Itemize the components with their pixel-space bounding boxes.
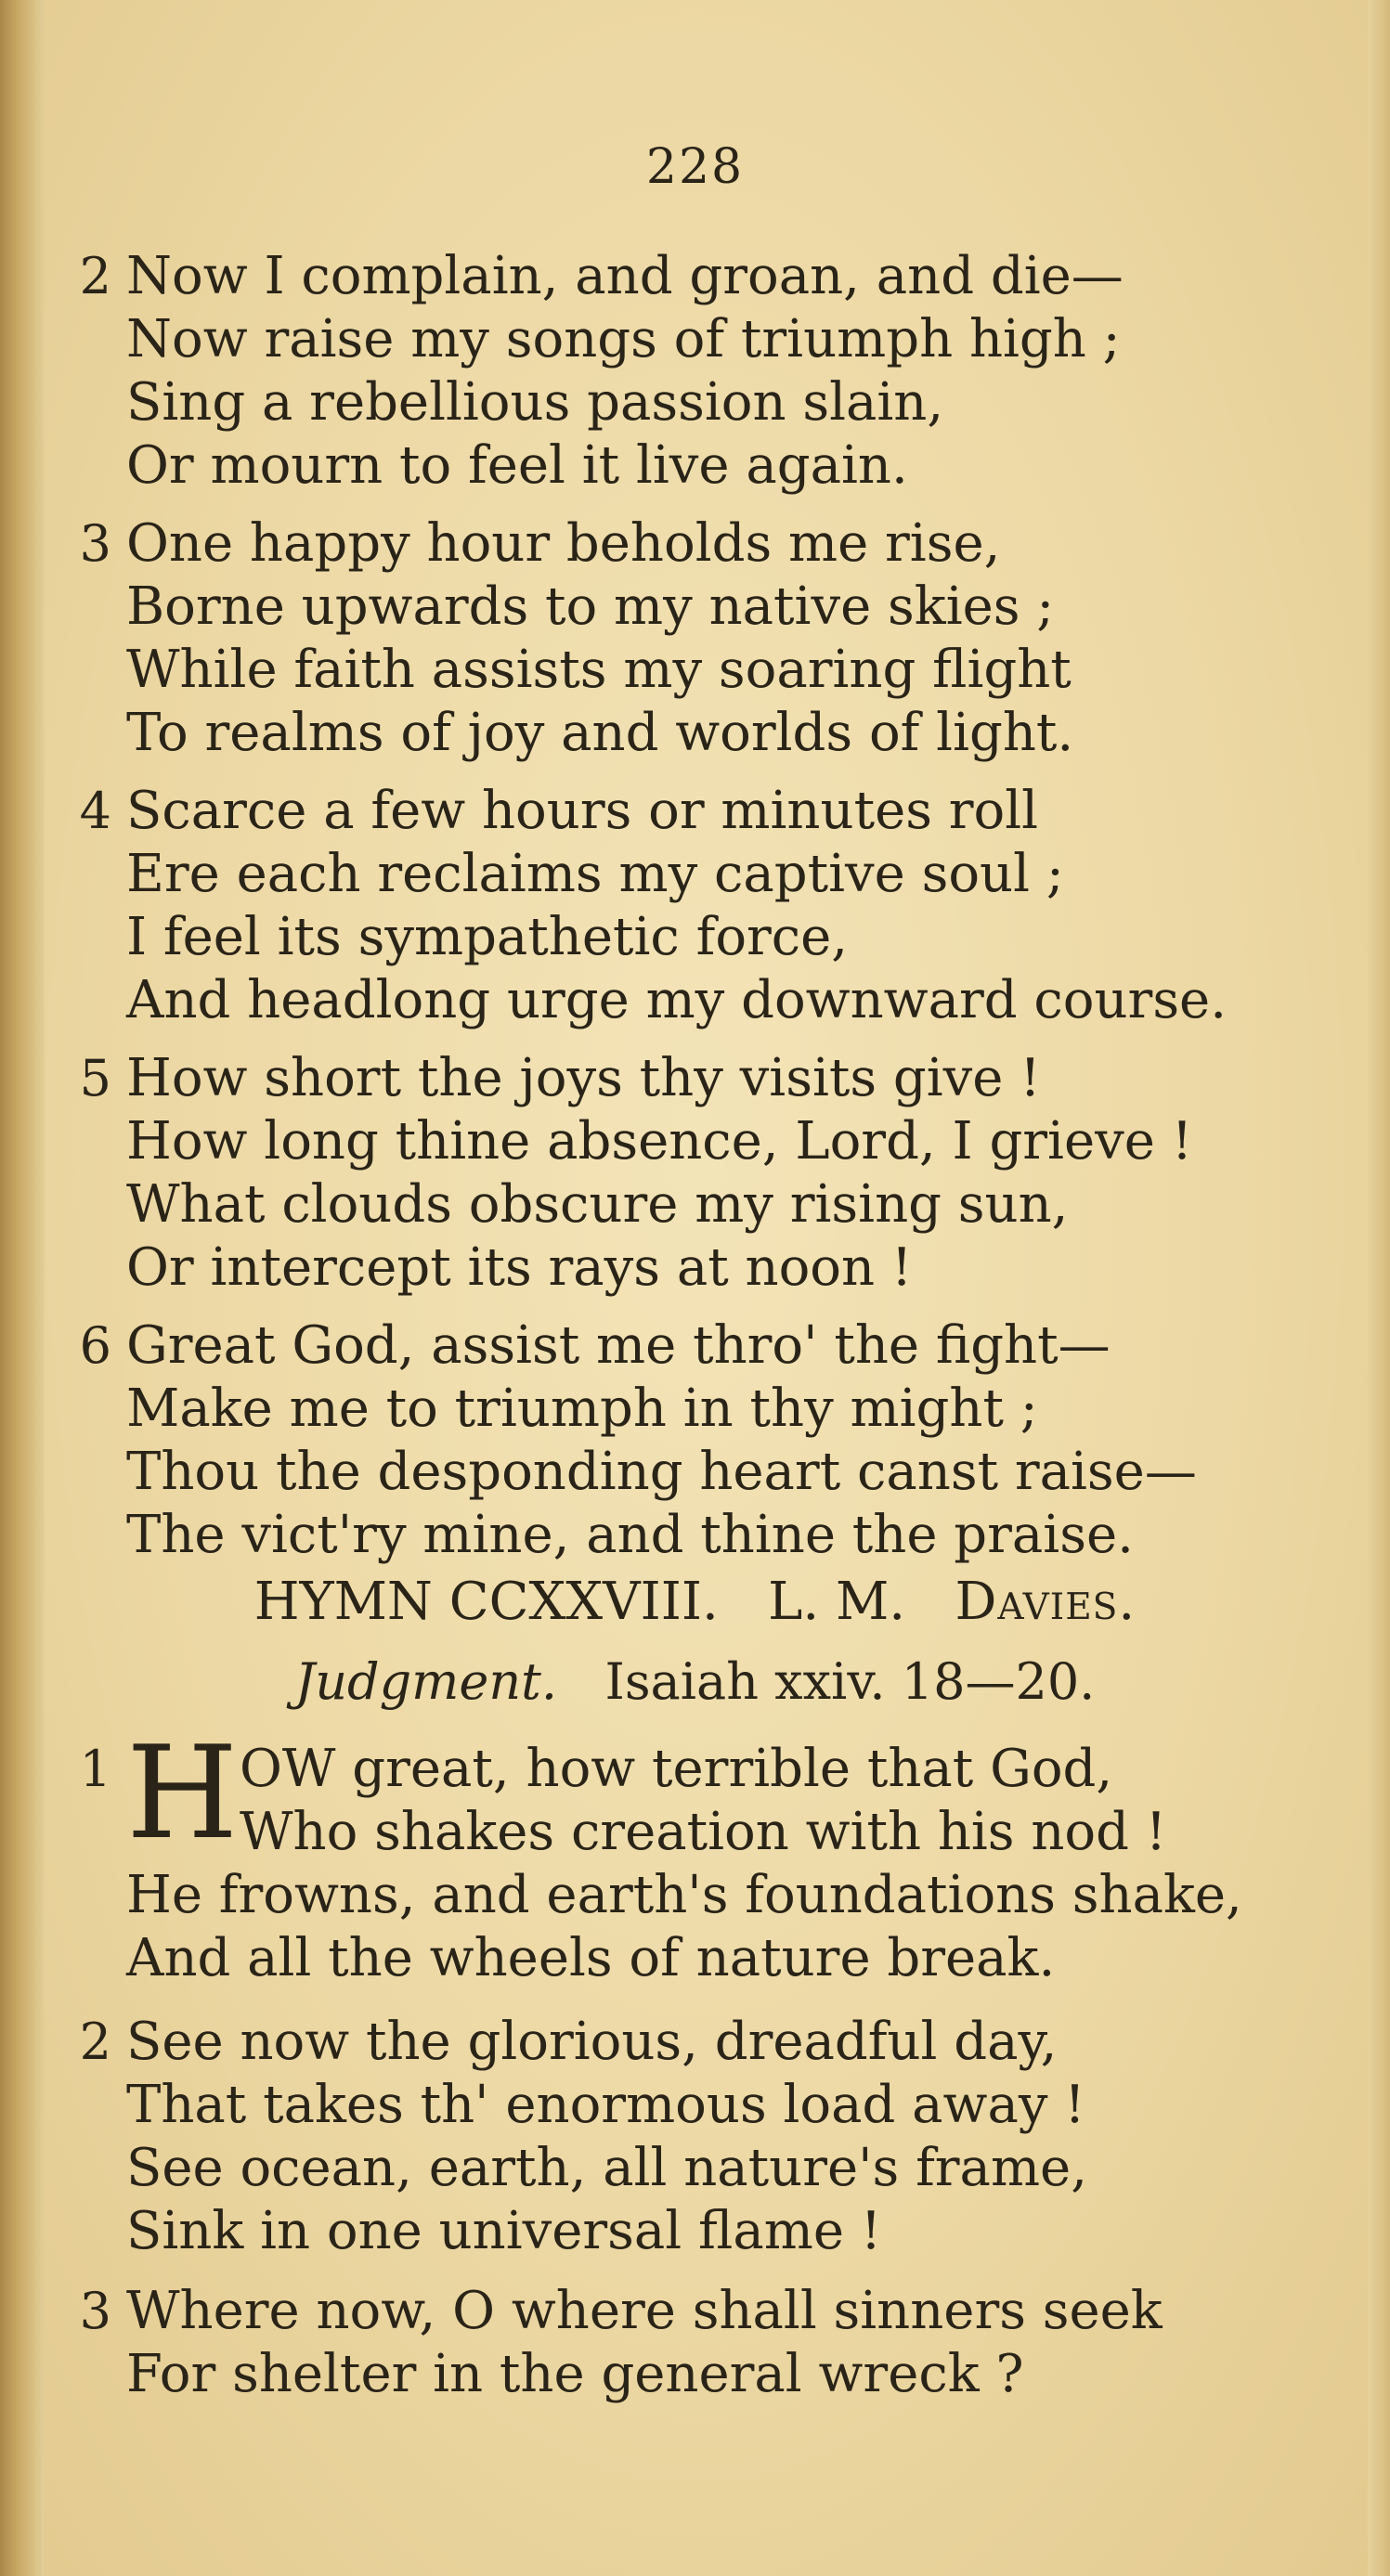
verse-line: I feel its sympathetic force, (126, 907, 849, 967)
verse-number: 1 (79, 1740, 111, 1798)
verse-line: While faith assists my soaring flight (126, 640, 1072, 700)
hymn-author: Davies. (955, 1572, 1137, 1632)
book-spine-edge (0, 0, 45, 2576)
verse-line: See ocean, earth, all nature's frame, (126, 2138, 1087, 2198)
verse-line: Now I complain, and groan, and die— (126, 246, 1124, 306)
verse-line: Thou the desponding heart canst raise— (126, 1442, 1197, 1502)
verse-number: 5 (79, 1049, 111, 1107)
verse-line: Or intercept its rays at noon ! (126, 1237, 913, 1298)
verse-line: Scarce a few hours or minutes roll (126, 781, 1039, 841)
verse-number: 3 (79, 2282, 111, 2340)
verse-line: And all the wheels of nature break. (126, 1928, 1056, 1988)
verse-line: Now raise my songs of triumph high ; (126, 309, 1121, 369)
verse-number: 6 (79, 1316, 111, 1375)
verse-line: Ere each reclaims my captive soul ; (126, 844, 1064, 904)
verse-line: That takes th' enormous load away ! (126, 2075, 1085, 2135)
page-right-edge (1368, 0, 1390, 2576)
verse-line: Borne upwards to my native skies ; (126, 576, 1055, 637)
page-number: 228 (645, 139, 745, 195)
hymn-title (0, 1569, 1390, 1636)
verse-line: How short the joys thy visits give ! (126, 1048, 1041, 1108)
verse-line: Where now, O where shall sinners seek (126, 2281, 1163, 2341)
verse-line: Make me to triumph in thy might ; (126, 1379, 1038, 1439)
verse-line: What clouds obscure my rising sun, (126, 1174, 1069, 1235)
verse-line: For shelter in the general wreck ? (126, 2344, 1024, 2404)
verse-line: See now the glorious, dreadful day, (126, 2012, 1058, 2072)
verse-line: To realms of joy and worlds of light. (126, 703, 1074, 763)
verse-number: 2 (79, 2013, 111, 2071)
hymn-subtitle (0, 1649, 1390, 1715)
verse-number: 2 (79, 247, 111, 305)
verse-line: OW great, how terrible that God, (240, 1739, 1113, 1799)
verse-line: One happy hour beholds me rise, (126, 513, 1001, 574)
hymn-meter: L. M. (768, 1572, 906, 1632)
verse-line: Great God, assist me thro' the fight— (126, 1315, 1111, 1376)
drop-cap: H (126, 1718, 239, 1868)
verse-line: The vict'ry mine, and thine the praise. (126, 1505, 1134, 1565)
verse-number: 3 (79, 514, 111, 573)
verse-line: Sink in one universal flame ! (126, 2201, 882, 2261)
verse-line: And headlong urge my downward course. (126, 970, 1227, 1030)
hymn-topic: Judgment. (294, 1652, 557, 1711)
verse-line: Or mourn to feel it live again. (126, 435, 908, 496)
verse-line: How long thine absence, Lord, I grieve ! (126, 1111, 1193, 1171)
hymn-number: HYMN CCXXVIII. (253, 1572, 719, 1632)
verse-line: He frowns, and earth's foundations shake, (126, 1865, 1242, 1925)
verse-line: Sing a rebellious passion slain, (126, 372, 944, 433)
verse-number: 4 (79, 782, 111, 840)
scripture-reference: Isaiah xxiv. 18—20. (604, 1652, 1096, 1711)
verse-line: Who shakes creation with his nod ! (240, 1802, 1167, 1862)
